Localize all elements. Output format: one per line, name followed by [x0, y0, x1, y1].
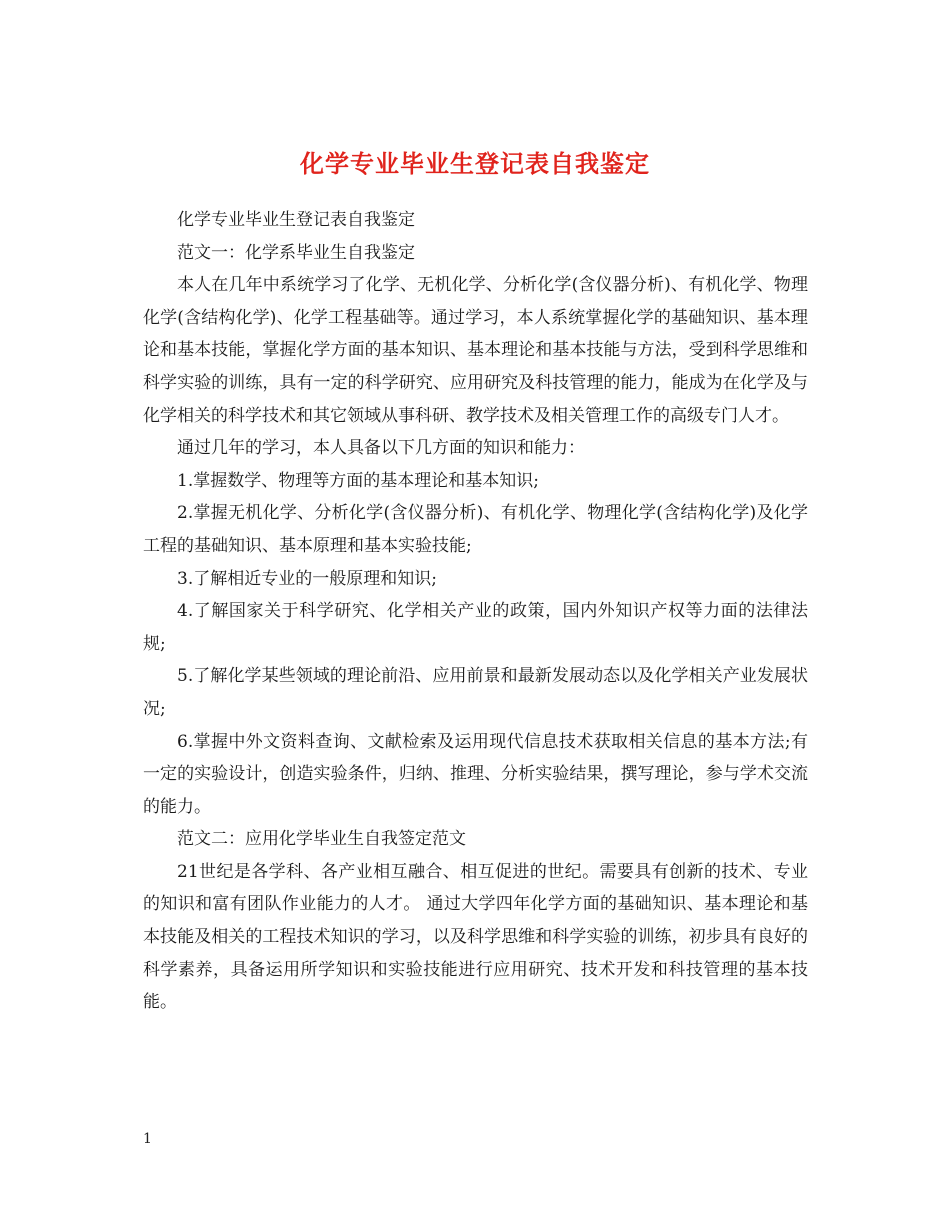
page-number: 1 — [143, 1131, 152, 1147]
paragraph-sample-one-heading: 范文一：化学系毕业生自我鉴定 — [177, 242, 415, 263]
paragraph-doc-heading: 化学专业毕业生登记表自我鉴定 — [177, 210, 415, 230]
list-item-ability-5: 5.了解化学某些领域的理论前沿、应用前景和最新发展动态以及化学相关产业发展状况; — [143, 666, 808, 719]
list-item-ability-1: 1.掌握数学、物理等方面的基本理论和基本知识; — [177, 470, 539, 491]
list-item-ability-3: 3.了解相近专业的一般原理和知识; — [177, 568, 437, 589]
page-title: 化学专业毕业生登记表自我鉴定 — [300, 149, 650, 179]
list-item-ability-2: 2.掌握无机化学、分析化学(含仪器分析)、有机化学、物理化学(含结构化学)及化学工程的基础知识、基本原理和基本实验技能; — [143, 503, 808, 556]
paragraph-century-statement: 21世纪是各学科、各产业相互融合、相互促进的世纪。需要具有创新的技术、专业的知识和富有团队作业能力的人才。 通过大学四年化学方面的基础知识、基本理论和基本技能及相关的工程技术知识的学习，以及科学思维和科学实验的训练，初步具有良好的科学素养，具备运用所学知识和实验技能进行应用研究、技术开发和科技管理的基本技能。 — [143, 861, 808, 1013]
document-body — [143, 204, 808, 1019]
paragraph-sample-two-heading: 范文二：应用化学毕业生自我签定范文 — [177, 829, 466, 850]
list-item-ability-4: 4.了解国家关于科学研究、化学相关产业的政策，国内外知识产权等力面的法律法规; — [143, 601, 808, 654]
paragraph-study-summary: 本人在几年中系统学习了化学、无机化学、分析化学(含仪器分析)、有机化学、物理化学(含结构化学)、化学工程基础等。通过学习，本人系统掌握化学的基础知识、基本理论和基本技能，掌握化学方面的基本知识、基本理论和基本技能与方法，受到科学思维和科学实验的训练，具有一定的科学研究、应用研究及科技管理的能力，能成为在化学及与化学相关的科学技术和其它领域从事科研、教学技术及相关管理工作的高级专门人才。 — [143, 275, 808, 426]
list-item-ability-6: 6.掌握中外文资料查询、文献检索及运用现代信息技术获取相关信息的基本方法;有一定的实验设计，创造实验条件，归纳、推理、分析实验结果，撰写理论，参与学术交流的能力。 — [143, 731, 808, 817]
paragraph-abilities-intro: 通过几年的学习，本人具备以下几方面的知识和能力： — [177, 438, 585, 459]
